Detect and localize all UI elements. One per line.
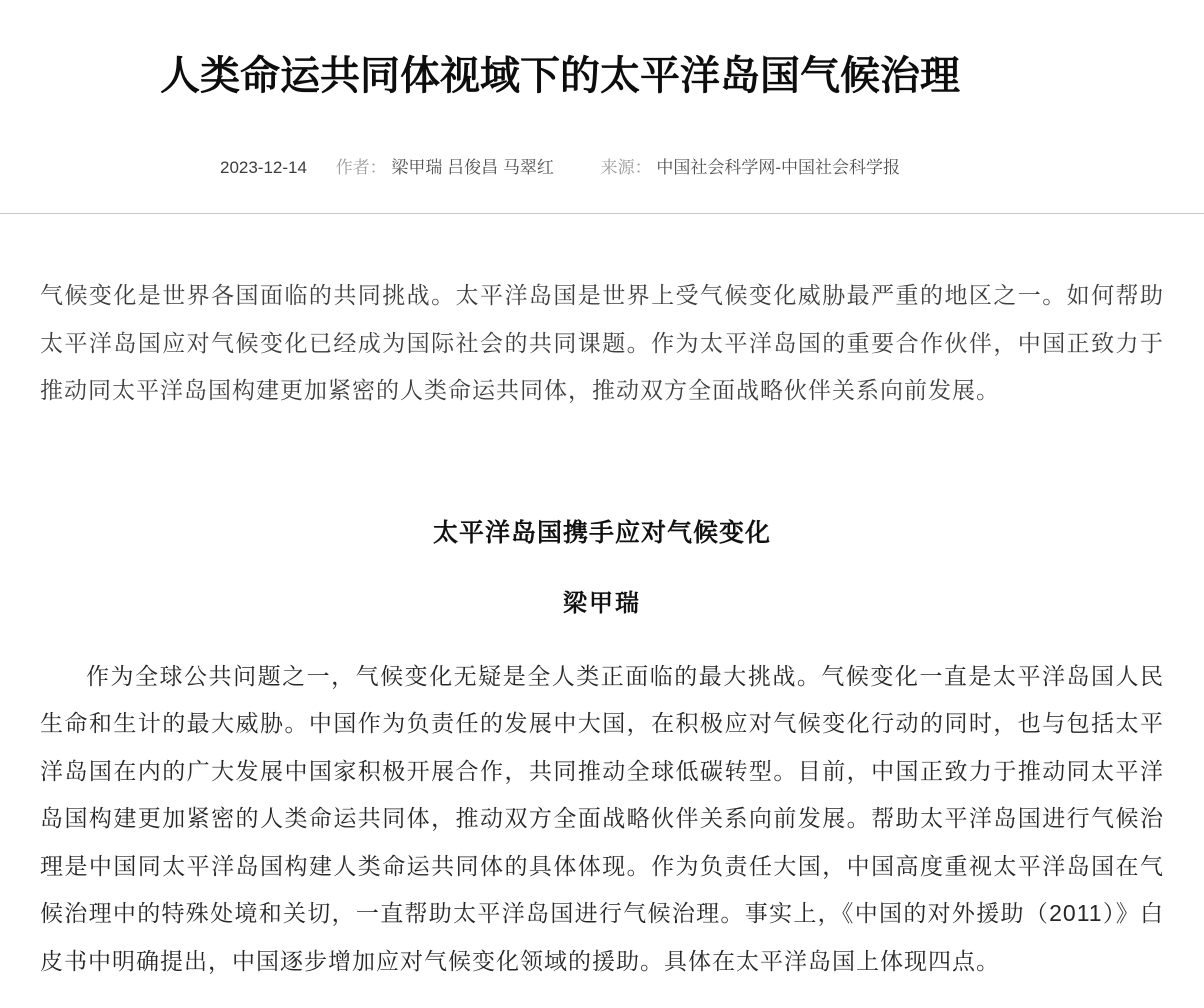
author-names: 梁甲瑞 吕俊昌 马翠红: [391, 158, 554, 177]
article-body-paragraph: 作为全球公共问题之一，气候变化无疑是全人类正面临的最大挑战。气候变化一直是太平洋岛国人民生命和生计的最大威胁。中国作为负责任的发展中大国，在积极应对气候变化行动的同时，也与包括太平洋岛国在内的广大发展中国家积极开展合作，共同推动全球低碳转型。目前，中国正致力于推动同太平洋岛国构建更加紧密的人类命运共同体，推动双方全面战略伙伴关系向前发展。帮助太平洋岛国进行气候治理是中国同太平洋岛国构建人类命运共同体的具体体现。作为负责任大国，中国高度重视太平洋岛国在气候治理中的特殊处境和关切，一直帮助太平洋岛国进行气候治理。事实上，《中国的对外援助（2011）》白皮书中明确提出，中国逐步增加应对气候变化领域的援助。具体在太平洋岛国上体现四点。: [40, 662, 1164, 974]
header-divider: [0, 213, 1204, 214]
author-label: 作者：: [335, 158, 387, 177]
article-author: 梁甲瑞: [563, 589, 641, 617]
source-group: [601, 158, 900, 177]
article-subtitle: 太平洋岛国携手应对气候变化: [432, 518, 771, 547]
source-label: 来源：: [600, 158, 652, 177]
page-title: 人类命运共同体视域下的太平洋岛国气候治理: [160, 54, 960, 98]
article-header: [0, 0, 1120, 180]
abstract-paragraph: 气候变化是世界各国面临的共同挑战。太平洋岛国是世界上受气候变化威胁最严重的地区之一。如何帮助太平洋岛国应对气候变化已经成为国际社会的共同课题。作为太平洋岛国的重要合作伙伴，中国正致力于推动同太平洋岛国构建更加紧密的人类命运共同体，推动双方全面战略伙伴关系向前发展。: [40, 283, 1164, 403]
publish-date: 2023-12-14: [219, 158, 307, 177]
author-group: [336, 158, 559, 177]
source-name: 中国社会科学网-中国社会科学报: [656, 158, 901, 177]
article-meta: [0, 156, 1120, 180]
